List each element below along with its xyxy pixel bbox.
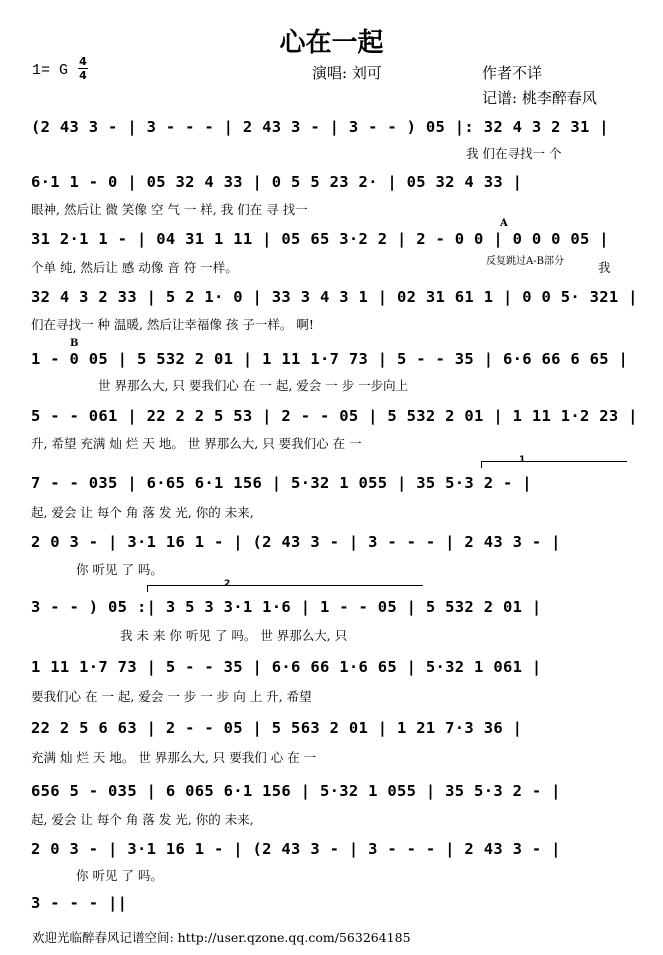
notation-line-4: 32 4 3 2 33 | 5 2 1· 0 | 33 3 4 3 1 | 02 31 61 1 | 0 0 5· 321 |: [31, 288, 638, 306]
lyrics-line-3: 个单 纯, 然后让 感 动像 音 符 一样。: [31, 260, 238, 275]
notation-line-1: (2 43 3 - | 3 - - - | 2 43 3 - | 3 - - ) 05 |: 32 4 3 2 31 |: [31, 118, 609, 136]
time-sig-bottom: 4: [79, 69, 87, 82]
notation-line-12: 656 5 - 035 | 6 065 6·1 156 | 5·32 1 055 | 35 5·3 2 - |: [31, 782, 561, 800]
lyrics-line-8: 你 听见 了 吗。: [76, 562, 163, 577]
lyrics-line-1: 我 们在寻找一 个: [466, 146, 562, 161]
ending-2-number: 2: [224, 579, 231, 589]
notation-line-10: 1 11 1·7 73 | 5 - - 35 | 6·6 66 1·6 65 | 5·32 1 061 |: [31, 658, 542, 676]
lyrics-line-7: 起, 爱会 让 每个 角 落 发 光, 你的 未来,: [31, 505, 254, 520]
key-signature: 1= G: [32, 62, 69, 79]
lyrics-line-6: 升, 希望 充满 灿 烂 天 地。 世 界那么大, 只 要我们心 在 一: [31, 436, 362, 451]
notation-line-9: 3 - - ) 05 :| 3 5 3 3·1 1·6 | 1 - - 05 | 5 532 2 01 |: [31, 598, 542, 616]
lyrics-line-10: 要我们心 在 一 起, 爱会 一 步 一 步 向 上 升, 希望: [31, 689, 312, 704]
notation-line-6: 5 - - 061 | 22 2 2 5 53 | 2 - - 05 | 5 532 2 01 | 1 11 1·2 23 |: [31, 407, 638, 425]
lyrics-line-11: 充满 灿 烂 天 地。 世 界那么大, 只 要我们 心 在 一: [31, 750, 317, 765]
time-sig-top: 4: [79, 55, 87, 68]
footer-credit: 欢迎光临醉春风记谱空间: http://user.qzone.qq.com/563264185: [32, 930, 411, 945]
notation-line-7: 7 - - 035 | 6·65 6·1 156 | 5·32 1 055 | 35 5·3 2 - |: [31, 474, 532, 492]
composer-credit: 作者不详: [482, 64, 543, 82]
notation-line-11: 22 2 5 6 63 | 2 - - 05 | 5 563 2 01 | 1 21 7·3 36 |: [31, 719, 523, 737]
lyrics-line-5: 世 界那么大, 只 要我们心 在 一 起, 爱会 一 步 一步向上: [98, 378, 409, 393]
transcriber-credit: 记谱: 桃李醉春风: [482, 89, 597, 107]
lyrics-line-12: 起, 爱会 让 每个 角 落 发 光, 你的 未来,: [31, 812, 254, 827]
notation-line-2: 6·1 1 - 0 | 05 32 4 33 | 0 5 5 23 2· | 05 32 4 33 |: [31, 173, 523, 191]
ending-1-number: 1: [519, 455, 526, 465]
notation-line-14: 3 - - - ||: [31, 894, 128, 912]
lyrics-line-3-end: 我: [598, 260, 611, 275]
notation-line-5: 1 - 0 05 | 5 532 2 01 | 1 11 1·7 73 | 5 - - 35 | 6·6 66 6 65 |: [31, 350, 629, 368]
repeat-skip-note: 反复跳过A-B部分: [486, 256, 564, 267]
notation-line-3: 31 2·1 1 - | 04 31 1 11 | 05 65 3·2 2 | 2 - 0 0 | 0 0 0 05 |: [31, 230, 609, 248]
lyrics-line-4: 们在寻找一 种 温暖, 然后让幸福像 孩 子一样。 啊!: [31, 317, 314, 332]
lyrics-line-13: 你 听见 了 吗。: [76, 868, 163, 883]
marker-b: B: [70, 338, 79, 349]
lyrics-line-9: 我 未 来 你 听见 了 吗。 世 界那么大, 只: [120, 628, 348, 643]
time-signature: [78, 56, 88, 81]
marker-a: A: [500, 218, 508, 229]
ending-1-bracket: [481, 461, 627, 468]
ending-2-bracket: [147, 585, 423, 592]
singer-credit: 演唱: 刘可: [312, 64, 382, 82]
notation-line-13: 2 0 3 - | 3·1 16 1 - | (2 43 3 - | 3 - - - | 2 43 3 - |: [31, 840, 561, 858]
song-title: 心在一起: [279, 28, 384, 58]
lyrics-line-2: 眼神, 然后让 微 笑像 空 气 一 样, 我 们在 寻 找一: [31, 202, 308, 217]
notation-line-8: 2 0 3 - | 3·1 16 1 - | (2 43 3 - | 3 - - - | 2 43 3 - |: [31, 533, 561, 551]
